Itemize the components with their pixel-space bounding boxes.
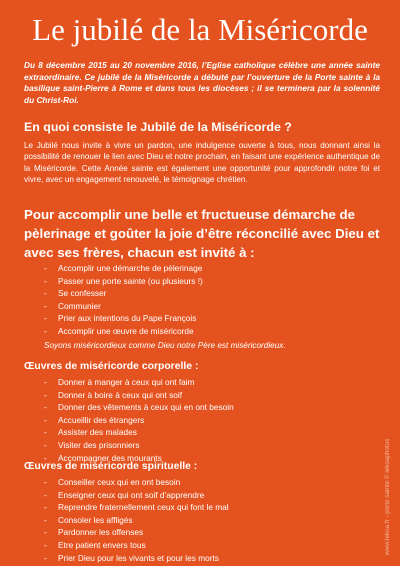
list-item: - Reprendre fraternellement ceux qui font le mal — [44, 501, 344, 514]
list-item: - Prier Dieu pour les vivants et pour les morts — [44, 552, 344, 565]
list-item: - Accompagner des mourants — [44, 452, 344, 465]
list-item: - Donner à manger à ceux qui ont faim — [44, 376, 344, 389]
motto-line: Soyons miséricordieux comme Dieu notre Père est miséricordieux. — [44, 341, 286, 350]
page-title: Le jubilé de la Miséricorde — [32, 12, 368, 47]
list-item: - Accueillir des étrangers — [44, 414, 344, 427]
list-item: - Consoler les affligés — [44, 514, 344, 527]
spiritual-works-heading: Œuvres de miséricorde spirituelle : — [24, 461, 198, 472]
list-item: - Donner à boire à ceux qui ont soif — [44, 389, 344, 402]
corporal-works-heading: Œuvres de miséricorde corporelle : — [24, 361, 199, 372]
list-item: - Conseiller ceux qui en ont besoin — [44, 476, 344, 489]
list-item: - Visiter des prisonniers — [44, 439, 344, 452]
list-item: - Enseigner ceux qui ont soif d’apprendre — [44, 489, 344, 502]
list-item: - Accomplir une œuvre de miséricorde — [44, 325, 344, 338]
intro-paragraph: Du 8 décembre 2015 au 20 novembre 2016, l’Eglise catholique célèbre une année sainte extraordinaire. Ce jubilé de la Miséricorde a débuté par l’ouverture de la Porte sainte à la basilique saint-Pierre à Rome et dans tous les diocèses ; il se terminera par la solennité du Christ-Roi. — [24, 60, 380, 105]
list-item: - Communier — [44, 300, 344, 313]
list-item: - Etre patient envers tous — [44, 539, 344, 552]
list-item: - Prier aux intentions du Pape François — [44, 312, 344, 325]
question-heading: En quoi consiste le Jubilé de la Miséricorde ? — [24, 120, 292, 134]
corporal-works-list — [44, 376, 344, 464]
question-paragraph: Le Jubilé nous invite à vivre un pardon, une indulgence ouverte à tous, nous donnant ainsi la possibilité de renouer le lien avec Dieu et notre prochain, en faisant une expérience authentique de la Miséricorde. Cette Année sainte est également une opportunité pour approfondir notre foi et vivre, avec un engagement renouvelé, le témoignage chrétien. — [24, 141, 380, 184]
list-item: - Passer une porte sainte (ou plusieurs !) — [44, 275, 344, 288]
list-item: - Se confesser — [44, 287, 344, 300]
list-item: - Accomplir une démarche de pèlerinage — [44, 262, 344, 275]
list-item: - Donner des vêtements à ceux qui en ont besoin — [44, 401, 344, 414]
invitation-heading: Pour accomplir une belle et fructueuse démarche de pèlerinage et goûter la joie d’être réconcilié avec Dieu et avec ses frères, chacun est invité à : — [24, 207, 380, 260]
spiritual-works-list — [44, 476, 344, 564]
list-item: - Assister des malades — [44, 426, 344, 439]
list-item: - Pardonner les offenses — [44, 526, 344, 539]
photo-credit: www.lekoa.fr - porte sainte © lekoaphotos — [384, 438, 391, 555]
invitation-list — [44, 262, 344, 338]
